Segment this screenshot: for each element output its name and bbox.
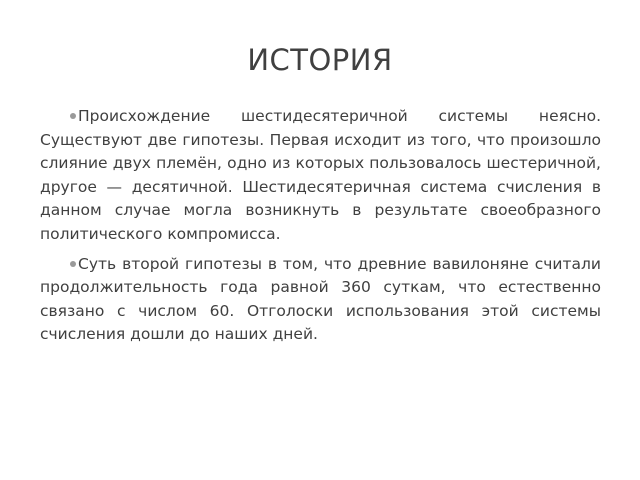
bullet-item (40, 105, 601, 247)
bullet-text: Суть второй гипотезы в том, что древние вавилоняне считали продолжительность года равной 360 суткам, что естественно связано с числом 60. Отголоски использования этой системы счисления дошли до наших дней. (40, 254, 601, 344)
bullet-text: Происхождение шестидесятеричной системы неясно. Существуют две гипотезы. Первая исходит из того, что произошло слияние двух племён, одно из которых пользовалось шестеричной, другое — десятичной. Шестидесятеричная система счисления в данном случае могла возникнуть в результате своеобразного политического компромисса. (40, 107, 601, 243)
bullet-list (40, 105, 601, 353)
bullet-dot-icon (70, 113, 76, 119)
bullet-dot-icon (70, 261, 76, 267)
bullet-item (40, 253, 601, 347)
slide-title: ИСТОРИЯ (247, 43, 393, 77)
